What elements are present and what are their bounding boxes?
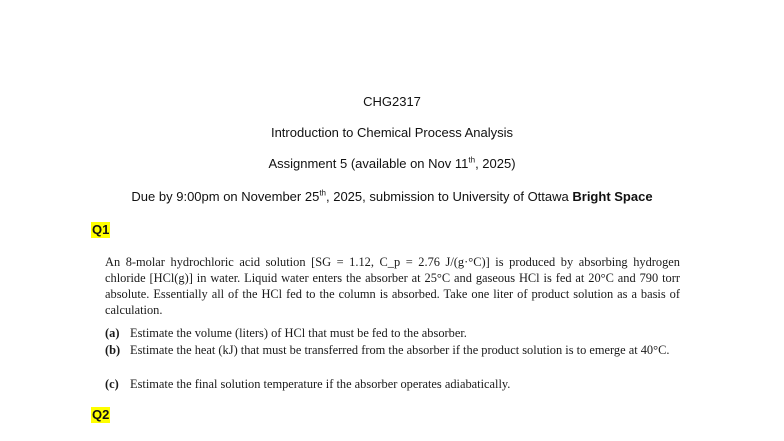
due-sup: th <box>319 188 326 198</box>
due-line <box>0 189 784 205</box>
q1-label: Q1 <box>92 222 110 237</box>
assignment-sup: th <box>468 155 476 165</box>
assignment-line <box>0 156 784 172</box>
problem-part-b <box>105 342 685 358</box>
part-a-text: Estimate the volume (liters) of HCl that must be fed to the absorber. <box>130 326 467 340</box>
course-code: CHG2317 <box>363 94 421 109</box>
part-c-label: (c) <box>105 377 119 391</box>
assignment-suffix: , 2025) <box>475 156 516 171</box>
part-c-text: Estimate the final solution temperature if the absorber operates adiabatically. <box>130 377 511 391</box>
problem-part-a <box>105 325 685 341</box>
due-prefix: Due by 9:00pm on November 25 <box>131 189 320 204</box>
part-b-text: Estimate the heat (kJ) that must be transferred from the absorber if the product solution is to emerge at 40°C. <box>130 343 670 357</box>
q2-label: Q2 <box>92 407 110 422</box>
due-bold: Bright Space <box>572 189 653 204</box>
part-b-label: (b) <box>105 343 121 357</box>
assignment-prefix: Assignment 5 (available on Nov 11 <box>268 156 469 171</box>
part-a-label: (a) <box>105 326 120 340</box>
problem-intro: An 8-molar hydrochloric acid solution [SG = 1.12, C_p = 2.76 J/(g·°C)] is produced by absorbing hydrogen chloride [HCl(g)] in water. Liquid water enters the absorber at 25°C and gaseous HCl is fed at 20°C and 790 torr absolute. Essentially all of the HCl fed to the column is absorbed. Take one liter of product solution as a basis of calculation. <box>105 255 680 317</box>
course-title: Introduction to Chemical Process Analysis <box>270 125 514 140</box>
due-middle: , 2025, submission to University of Ottawa <box>325 189 573 204</box>
problem-part-c <box>105 376 685 392</box>
